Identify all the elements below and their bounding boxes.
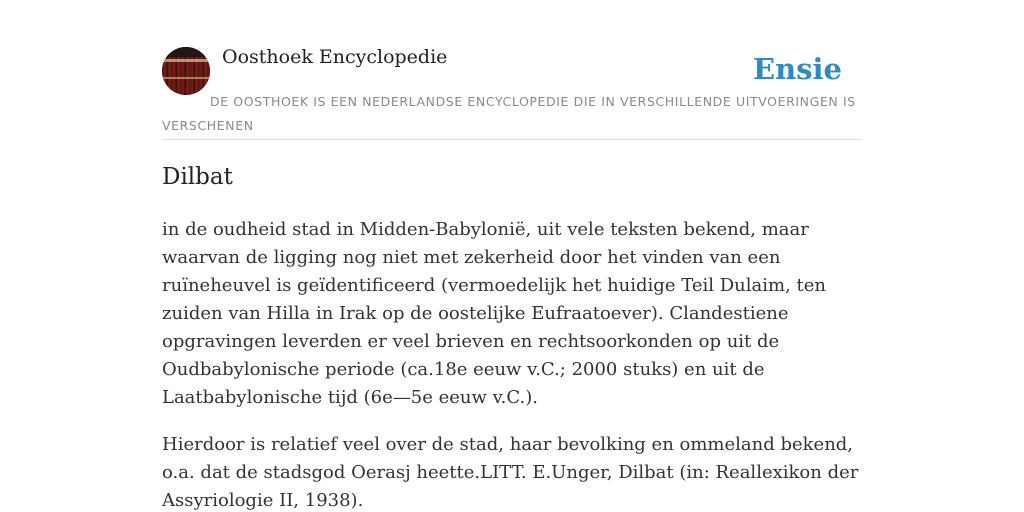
header: [162, 0, 862, 140]
entry-title: Dilbat: [162, 164, 233, 190]
brand-logo[interactable]: Ensie: [753, 52, 842, 86]
entry-paragraph: Hierdoor is relatief veel over de stad, haar bevolking en ommeland bekend, o.a. dat de stadsgod Oerasj heette.LITT. E.Unger, Dilbat (in: Reallexikon der Assyriologie II, 1938).: [162, 434, 859, 511]
divider: [162, 139, 862, 140]
source-title[interactable]: Oosthoek Encyclopedie: [222, 46, 448, 68]
spine-band: [162, 59, 210, 62]
source-tagline: DE OOSTHOEK IS EEN NEDERLANDSE ENCYCLOPEDIE DIE IN VERSCHILLENDE UITVOERINGEN IS VERSCHENEN: [162, 94, 856, 133]
avatar-shade: [162, 47, 210, 57]
spine-band: [162, 77, 210, 79]
entry-body: [162, 216, 862, 512]
encyclopedia-books-icon[interactable]: [162, 47, 210, 95]
entry-paragraph: in de oudheid stad in Midden-Babylonië, uit vele teksten bekend, maar waarvan de ligging nog niet met zekerheid door het vinden van een ruïneheuvel is geïdentificeerd (vermoedelijk het huidige Teil Dulaim, ten zuiden van Hilla in Irak op de oostelijke Eufraatoever). Clandestiene opgravingen leverden er veel brieven en rechtsoorkonden op uit de Oudbabylonische periode (ca.18e eeuw v.C.; 2000 stuks) en uit de Laatbabylonische tijd (6e—5e eeuw v.C.).: [162, 219, 826, 408]
